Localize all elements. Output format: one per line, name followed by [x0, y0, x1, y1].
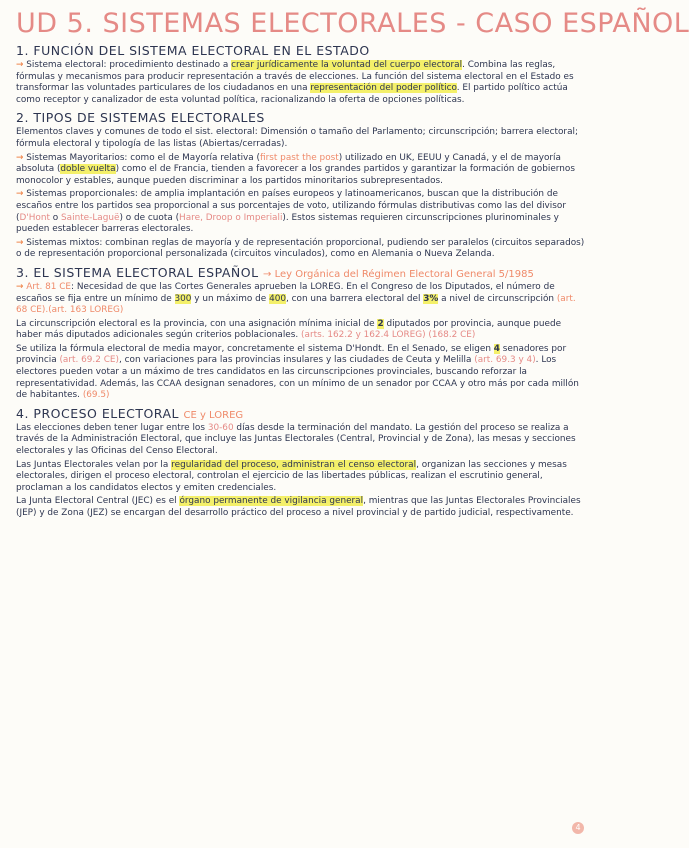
arrow-icon: → — [16, 237, 24, 248]
highlight: regularidad del proceso, administran el censo electoral — [171, 459, 417, 470]
arrow-icon: → — [16, 281, 24, 292]
arrow-icon: → — [16, 152, 24, 163]
section-3-senate: Se utiliza la fórmula electoral de media mayor, concretamente el sistema D'Hondt. En el Senado, se eligen 4 senadores por provincia (art. 69.2 CE), con variaciones para las provincias insulares y las ciudades de Ceuta y Melilla (art. 69.3 y 4). Los electores pueden votar a un máximo de tres candidatos en las circunscripciones provinciales, buscando reforzar la representatividad. Además, las CCAA designan senadores, con un mínimo de un senador por CCAA y otro más por cada millón de habitantes. (69.5) — [16, 343, 579, 401]
section-4-law-tag: CE y LOREG — [183, 409, 244, 421]
section-2-mixed: → Sistemas mixtos: combinan reglas de mayoría y de representación proporcional, pudiendo ser paralelos (circuitos separados) o de representación proporcional personalizada (circuitos vinculados), como en Alemania o Nueva Zelanda. — [16, 237, 585, 260]
arrow-icon: → — [16, 60, 24, 70]
highlight: doble vuelta — [60, 164, 116, 175]
highlight: representación del poder político — [310, 83, 457, 94]
section-3-heading: 3. EL SISTEMA ELECTORAL ESPAÑOL → Ley Orgánica del Régimen Electoral General 5/1985 — [16, 264, 534, 280]
page-number: 4 — [572, 822, 584, 834]
highlight: crear jurídicamente la voluntad del cuerpo electoral — [231, 60, 463, 70]
section-3-law-tag: → Ley Orgánica del Régimen Electoral General 5/1985 — [263, 268, 534, 280]
section-4-timing: Las elecciones deben tener lugar entre los 30-60 días desde la terminación del mandato. La gestión del proceso se realiza a través de la Administración Electoral, que incluye las Juntas Electorales (Central, Provincial y de Zona), las mesas y secciones electorales y las Oficinas del Censo Electoral. — [16, 422, 576, 457]
section-2-proportional: → Sistemas proporcionales: de amplia implantación en países europeos y latinoamericanos, buscan que la distribución de escaños entre los partidos sea proporcional a sus porcentajes de voto, utilizando fórmulas distributivas como las del divisor (D'Hont o Sainte-Laguë) o de cuota (Hare, Droop o Imperiali). Estos sistemas requieren circunscripciones plurinominales y pueden establecer barreras electorales. — [16, 189, 566, 235]
page-title: UD 5. SISTEMAS ELECTORALES - CASO ESPAÑOL — [16, 8, 689, 39]
section-2-intro: Elementos claves y comunes de todo el sist. electoral: Dimensión o tamaño del Parlamento; circunscripción; barrera electoral; fórmula electoral y tipología de las listas (Abiertas/cerradas). — [16, 127, 578, 149]
arrow-icon: → — [16, 189, 24, 200]
section-1-heading: 1. FUNCIÓN DEL SISTEMA ELECTORAL EN EL ESTADO — [16, 43, 370, 58]
section-4-jec: La Junta Electoral Central (JEC) es el órgano permanente de vigilancia general, mientras que las Juntas Electorales Provinciales (JEP) y de Zona (JEZ) se encargan del desarrollo práctico del proceso a nivel provincial y de partido judicial, respectivamente. — [16, 496, 581, 518]
section-4-juntas: Las Juntas Electorales velan por la regularidad del proceso, administran el censo electoral, organizan las secciones y mesas electorales, dirigen el proceso electoral, controlan el ejercicio de las libertades públicas, realizan el escrutinio general, proclaman a los candidatos electos y emiten credenciales. — [16, 459, 567, 493]
section-3-constituency: La circunscripción electoral es la provincia, con una asignación mínima inicial de 2 diputados por provincia, aunque puede haber más diputados adicionales según criterios poblacionales. (arts. 162.2 y 162.4 LOREG) (168.2 CE) — [16, 318, 562, 341]
section-4-heading: 4. PROCESO ELECTORAL CE y LOREG — [16, 405, 244, 421]
section-1-paragraph: → Sistema electoral: procedimiento destinado a crear jurídicamente la voluntad del cuerpo electoral. Combina las reglas, fórmulas y mecanismos para producir representación a través de elecciones. La función del sistema electoral en el Estado es transformar las voluntades particulares de los ciudadanos en una representación del poder político. El partido político actúa como receptor y canalizador de esta voluntad política, racionalizando la oferta de opciones políticas. — [16, 60, 574, 105]
section-2-majoritarian: → Sistemas Mayoritarios: como el de Mayoría relativa (first past the post) utilizado en UK, EEUU y Canadá, y el de mayoría absoluta (doble vuelta) como el de Francia, tienden a favorecer a los grandes partidos y garantizar la formación de gobiernos monocolor y estables, aunque pueden discriminar a los partidos minoritarios subrepresentados. — [16, 152, 575, 186]
section-3-congress: → Art. 81 CE: Necesidad de que las Cortes Generales aprueben la LOREG. En el Congreso de los Diputados, el número de escaños se fija entre un mínimo de 300 y un máximo de 400, con una barrera electoral del 3% a nivel de circunscripción (art. 68 CE).(art. 163 LOREG) — [16, 281, 576, 316]
section-2-heading: 2. TIPOS DE SISTEMAS ELECTORALES — [16, 110, 265, 126]
highlight: órgano permanente de vigilancia general — [179, 496, 364, 507]
